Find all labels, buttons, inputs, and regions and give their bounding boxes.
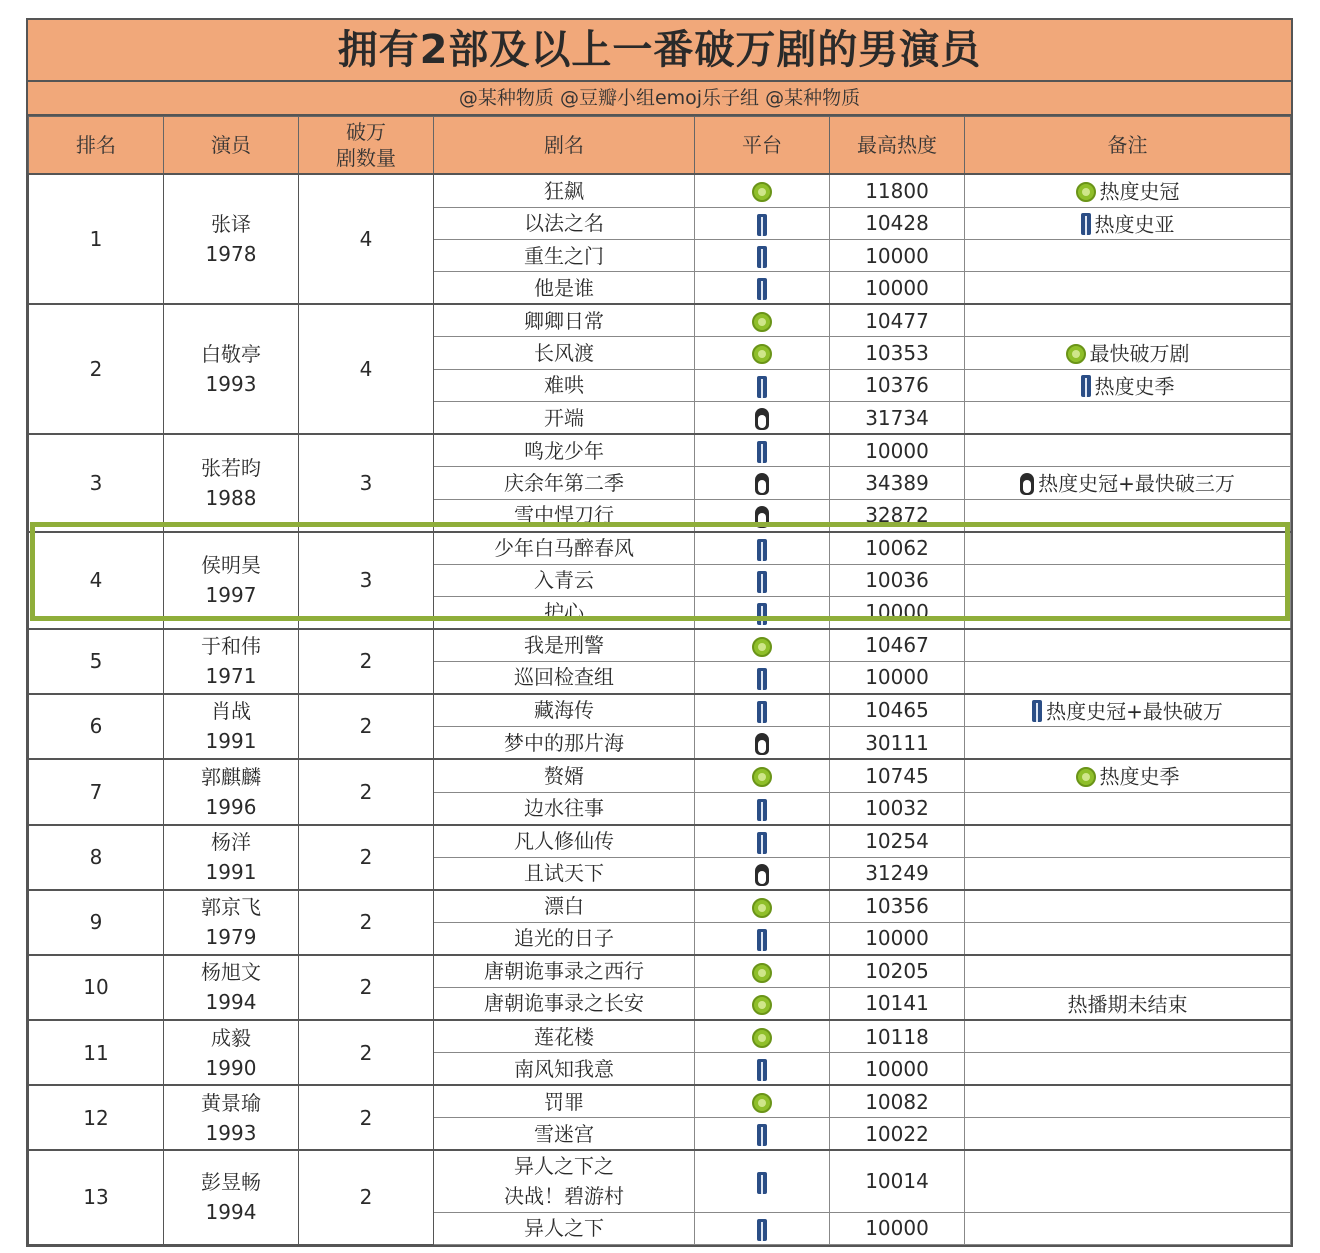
header-peak: 最高热度 — [830, 117, 965, 175]
drama-title-cell: 唐朝诡事录之长安 — [434, 987, 695, 1020]
youku-icon — [757, 246, 767, 268]
drama-title-cell: 入青云 — [434, 564, 695, 596]
rank-cell: 2 — [29, 304, 164, 434]
platform-cell — [695, 369, 830, 402]
peak-heat-cell: 10036 — [830, 564, 965, 596]
hit-count-cell: 2 — [299, 955, 434, 1021]
youku-icon — [757, 571, 767, 593]
actor-name: 郭麒麟 — [201, 764, 261, 789]
platform-cell — [695, 661, 830, 694]
peak-heat-cell: 10477 — [830, 304, 965, 337]
youku-icon — [757, 701, 767, 723]
actor-name: 肖战 — [211, 699, 251, 724]
peak-heat-cell: 10428 — [830, 207, 965, 240]
sheet-title: 拥有2部及以上一番破万剧的男演员 — [28, 20, 1291, 82]
note-cell — [965, 1150, 1291, 1212]
drama-title-cell: 异人之下 — [434, 1212, 695, 1244]
hit-count-cell: 2 — [299, 694, 434, 760]
peak-heat-cell: 10465 — [830, 694, 965, 727]
youku-icon — [757, 1124, 767, 1146]
peak-heat-cell: 30111 — [830, 727, 965, 760]
youku-icon — [1032, 700, 1042, 722]
drama-title-cell: 追光的日子 — [434, 922, 695, 955]
mango-tv-icon — [752, 344, 772, 364]
table-row — [29, 629, 1291, 662]
note-cell — [965, 694, 1291, 727]
note-cell — [965, 857, 1291, 890]
note-text: 热度史冠+最快破万 — [1046, 699, 1223, 723]
actor-cell — [164, 759, 299, 825]
actor-name: 白敬亭 — [201, 342, 261, 366]
rank-cell: 4 — [29, 532, 164, 629]
table-row — [29, 174, 1291, 207]
platform-cell — [695, 596, 830, 629]
note-text: 热度史亚 — [1094, 212, 1175, 236]
actor-group — [29, 629, 1291, 694]
actor-cell — [164, 629, 299, 694]
rank-cell: 8 — [29, 825, 164, 890]
mango-tv-icon — [752, 637, 772, 657]
peak-heat-cell: 10000 — [830, 272, 965, 305]
note-cell — [965, 661, 1291, 694]
actor-name: 郭京飞 — [201, 895, 261, 919]
youku-icon — [757, 832, 767, 854]
actor-birth-year: 1996 — [205, 794, 257, 819]
youku-icon — [757, 929, 767, 951]
drama-title-cell: 赘婿 — [434, 759, 695, 792]
table-row — [29, 304, 1291, 337]
youku-icon — [757, 1219, 767, 1241]
drama-title-cell: 藏海传 — [434, 694, 695, 727]
drama-title-cell: 开端 — [434, 402, 695, 435]
youku-icon — [757, 539, 767, 561]
actor-birth-year: 1979 — [205, 925, 257, 949]
hit-count-cell: 2 — [299, 890, 434, 955]
rank-cell: 11 — [29, 1020, 164, 1085]
note-cell — [965, 759, 1291, 792]
platform-cell — [695, 825, 830, 858]
actor-name: 张若昀 — [201, 455, 261, 480]
actor-cell — [164, 304, 299, 434]
platform-cell — [695, 1150, 830, 1212]
hit-count-cell: 2 — [299, 1020, 434, 1085]
mango-tv-icon — [1076, 182, 1096, 202]
header-count-line1: 破万 — [346, 120, 386, 144]
platform-cell — [695, 1212, 830, 1244]
actor-name: 成毅 — [211, 1025, 251, 1050]
youku-icon — [757, 1059, 767, 1081]
peak-heat-cell: 31249 — [830, 857, 965, 890]
header-drama: 剧名 — [434, 117, 695, 175]
tencent-video-icon — [1020, 473, 1034, 495]
note-text: 热播期未结束 — [1067, 992, 1188, 1016]
drama-title-cell: 唐朝诡事录之西行 — [434, 955, 695, 988]
platform-cell — [695, 304, 830, 337]
drama-title-cell: 庆余年第二季 — [434, 467, 695, 500]
platform-cell — [695, 467, 830, 500]
platform-cell — [695, 402, 830, 435]
youku-icon — [1081, 375, 1091, 397]
note-cell — [965, 369, 1291, 402]
actor-name: 侯明昊 — [201, 553, 261, 577]
actor-cell — [164, 434, 299, 532]
rank-cell: 1 — [29, 174, 164, 304]
actor-cell — [164, 1085, 299, 1150]
youku-icon — [757, 376, 767, 398]
platform-cell — [695, 174, 830, 207]
drama-title-cell: 护心 — [434, 596, 695, 629]
tencent-video-icon — [755, 506, 769, 528]
note-cell — [965, 922, 1291, 955]
tencent-video-icon — [755, 864, 769, 886]
actor-cell — [164, 955, 299, 1021]
table-row — [29, 1085, 1291, 1118]
note-cell — [965, 1053, 1291, 1086]
peak-heat-cell: 10022 — [830, 1118, 965, 1151]
actor-birth-year: 1991 — [205, 729, 257, 754]
note-cell — [965, 987, 1291, 1020]
drama-title-cell: 少年白马醉春风 — [434, 532, 695, 565]
drama-title-cell: 我是刑警 — [434, 629, 695, 662]
drama-title-cell: 凡人修仙传 — [434, 825, 695, 858]
note-cell — [965, 1085, 1291, 1118]
peak-heat-cell: 10141 — [830, 987, 965, 1020]
actor-group — [29, 434, 1291, 532]
ranking-sheet — [26, 18, 1293, 1247]
platform-cell — [695, 922, 830, 955]
peak-heat-cell: 10254 — [830, 825, 965, 858]
table-row — [29, 1020, 1291, 1053]
youku-icon — [757, 1172, 767, 1194]
hit-count-cell: 2 — [299, 629, 434, 694]
drama-title-cell: 且试天下 — [434, 857, 695, 890]
actor-name: 于和伟 — [201, 634, 261, 658]
actor-birth-year: 1988 — [205, 485, 257, 510]
peak-heat-cell: 10014 — [830, 1150, 965, 1212]
drama-title-cell: 重生之门 — [434, 240, 695, 272]
platform-cell — [695, 759, 830, 792]
rank-cell: 9 — [29, 890, 164, 955]
rank-cell: 3 — [29, 434, 164, 532]
note-cell — [965, 240, 1291, 272]
tencent-video-icon — [755, 733, 769, 755]
platform-cell — [695, 694, 830, 727]
peak-heat-cell: 10356 — [830, 890, 965, 923]
actor-name: 黄景瑜 — [201, 1090, 261, 1115]
actor-group — [29, 955, 1291, 1021]
hit-count-cell: 2 — [299, 825, 434, 890]
platform-cell — [695, 955, 830, 988]
platform-cell — [695, 1020, 830, 1053]
peak-heat-cell: 10376 — [830, 369, 965, 402]
drama-title-cell: 边水往事 — [434, 792, 695, 825]
drama-title-cell: 难哄 — [434, 369, 695, 402]
header-platform: 平台 — [695, 117, 830, 175]
peak-heat-cell: 10745 — [830, 759, 965, 792]
platform-cell — [695, 207, 830, 240]
note-cell — [965, 174, 1291, 207]
actor-group — [29, 174, 1291, 304]
note-cell — [965, 1118, 1291, 1151]
actor-cell — [164, 890, 299, 955]
header-note: 备注 — [965, 117, 1291, 175]
mango-tv-icon — [752, 1093, 772, 1113]
actor-name: 杨洋 — [211, 830, 251, 854]
drama-title-cell: 南风知我意 — [434, 1053, 695, 1086]
header-actor: 演员 — [164, 117, 299, 175]
drama-title-line2: 决战！碧游村 — [504, 1184, 624, 1209]
platform-cell — [695, 792, 830, 825]
drama-title-cell: 以法之名 — [434, 207, 695, 240]
actor-cell — [164, 825, 299, 890]
actor-group — [29, 694, 1291, 760]
actor-birth-year: 1997 — [205, 583, 257, 607]
actor-cell — [164, 174, 299, 304]
peak-heat-cell: 10000 — [830, 596, 965, 629]
actor-name: 杨旭文 — [201, 960, 261, 985]
hit-count-cell: 4 — [299, 304, 434, 434]
youku-icon — [757, 214, 767, 236]
tencent-video-icon — [755, 473, 769, 495]
peak-heat-cell: 34389 — [830, 467, 965, 500]
peak-heat-cell: 10000 — [830, 1053, 965, 1086]
actor-birth-year: 1993 — [205, 372, 257, 396]
platform-cell — [695, 629, 830, 662]
youku-icon — [757, 668, 767, 690]
actor-cell — [164, 1020, 299, 1085]
note-text: 热度史冠 — [1099, 179, 1180, 204]
actor-birth-year: 1978 — [205, 242, 257, 266]
youku-icon — [757, 603, 767, 625]
actor-group — [29, 1085, 1291, 1150]
actor-name: 张译 — [211, 212, 251, 236]
note-cell — [965, 727, 1291, 760]
hit-count-cell: 3 — [299, 434, 434, 532]
drama-title-cell: 巡回检查组 — [434, 661, 695, 694]
actor-cell — [164, 532, 299, 629]
platform-cell — [695, 1053, 830, 1086]
actor-cell — [164, 1150, 299, 1244]
hit-count-cell: 2 — [299, 1150, 434, 1244]
platform-cell — [695, 564, 830, 596]
platform-cell — [695, 272, 830, 305]
platform-cell — [695, 434, 830, 467]
drama-title-cell: 罚罪 — [434, 1085, 695, 1118]
platform-cell — [695, 337, 830, 370]
drama-title-cell: 漂白 — [434, 890, 695, 923]
peak-heat-cell: 10032 — [830, 792, 965, 825]
platform-cell — [695, 890, 830, 923]
mango-tv-icon — [752, 898, 772, 918]
drama-title-cell: 长风渡 — [434, 337, 695, 370]
actor-group — [29, 532, 1291, 629]
tencent-video-icon — [755, 408, 769, 430]
platform-cell — [695, 857, 830, 890]
hit-count-cell: 3 — [299, 532, 434, 629]
table-header — [29, 117, 1291, 175]
note-text: 热度史季 — [1094, 374, 1175, 398]
rank-cell: 6 — [29, 694, 164, 760]
note-text: 最快破万剧 — [1089, 341, 1190, 366]
note-cell — [965, 1212, 1291, 1244]
table-row — [29, 890, 1291, 923]
actor-birth-year: 1994 — [205, 990, 257, 1015]
table-row — [29, 955, 1291, 988]
peak-heat-cell: 11800 — [830, 174, 965, 207]
peak-heat-cell: 32872 — [830, 499, 965, 532]
actor-group — [29, 1020, 1291, 1085]
hit-count-cell: 2 — [299, 759, 434, 825]
actor-birth-year: 1994 — [205, 1200, 257, 1225]
note-cell — [965, 499, 1291, 532]
note-cell — [965, 1020, 1291, 1053]
actor-name: 彭昱畅 — [201, 1170, 261, 1195]
drama-title-cell: 卿卿日常 — [434, 304, 695, 337]
platform-cell — [695, 532, 830, 565]
note-cell — [965, 272, 1291, 305]
drama-title-cell: 梦中的那片海 — [434, 727, 695, 760]
note-cell — [965, 596, 1291, 629]
actor-group — [29, 890, 1291, 955]
note-cell — [965, 890, 1291, 923]
actor-birth-year: 1991 — [205, 860, 257, 884]
credit-line: @某种物质 @豆瓣小组emoj乐子组 @某种物质 — [28, 82, 1291, 116]
note-cell — [965, 402, 1291, 435]
rank-cell: 10 — [29, 955, 164, 1021]
rank-cell: 13 — [29, 1150, 164, 1244]
rank-cell: 5 — [29, 629, 164, 694]
peak-heat-cell: 10000 — [830, 1212, 965, 1244]
platform-cell — [695, 987, 830, 1020]
note-cell — [965, 564, 1291, 596]
note-cell — [965, 337, 1291, 370]
note-cell — [965, 955, 1291, 988]
actor-group — [29, 1150, 1291, 1244]
note-text: 热度史冠+最快破三万 — [1038, 471, 1235, 496]
peak-heat-cell: 10082 — [830, 1085, 965, 1118]
peak-heat-cell: 10000 — [830, 922, 965, 955]
table-row — [29, 759, 1291, 792]
mango-tv-icon — [752, 995, 772, 1015]
peak-heat-cell: 10467 — [830, 629, 965, 662]
platform-cell — [695, 240, 830, 272]
table-row — [29, 532, 1291, 565]
note-cell — [965, 825, 1291, 858]
header-count — [299, 117, 434, 175]
actor-birth-year: 1993 — [205, 1120, 257, 1145]
rank-cell: 7 — [29, 759, 164, 825]
platform-cell — [695, 499, 830, 532]
note-cell — [965, 207, 1291, 240]
note-cell — [965, 304, 1291, 337]
note-cell — [965, 467, 1291, 500]
mango-tv-icon — [1076, 767, 1096, 787]
table-row — [29, 1150, 1291, 1212]
mango-tv-icon — [752, 963, 772, 983]
peak-heat-cell: 10118 — [830, 1020, 965, 1053]
platform-cell — [695, 727, 830, 760]
peak-heat-cell: 10062 — [830, 532, 965, 565]
youku-icon — [1081, 213, 1091, 235]
mango-tv-icon — [752, 182, 772, 202]
actor-group — [29, 759, 1291, 825]
note-cell — [965, 434, 1291, 467]
rank-cell: 12 — [29, 1085, 164, 1150]
drama-title-cell: 鸣龙少年 — [434, 434, 695, 467]
actor-birth-year: 1971 — [205, 664, 257, 688]
peak-heat-cell: 31734 — [830, 402, 965, 435]
hit-count-cell: 2 — [299, 1085, 434, 1150]
youku-icon — [757, 278, 767, 300]
note-cell — [965, 792, 1291, 825]
platform-cell — [695, 1085, 830, 1118]
peak-heat-cell: 10353 — [830, 337, 965, 370]
drama-title-cell: 狂飙 — [434, 174, 695, 207]
mango-tv-icon — [1066, 344, 1086, 364]
peak-heat-cell: 10000 — [830, 240, 965, 272]
drama-title-line1: 异人之下之 — [514, 1154, 614, 1179]
note-cell — [965, 629, 1291, 662]
note-cell — [965, 532, 1291, 565]
mango-tv-icon — [752, 1028, 772, 1048]
table-row — [29, 694, 1291, 727]
peak-heat-cell: 10000 — [830, 434, 965, 467]
table-row — [29, 434, 1291, 467]
hit-count-cell: 4 — [299, 174, 434, 304]
actor-birth-year: 1990 — [205, 1055, 257, 1080]
mango-tv-icon — [752, 767, 772, 787]
actor-group — [29, 304, 1291, 434]
drama-title-cell: 雪中悍刀行 — [434, 499, 695, 532]
ranking-table — [28, 116, 1291, 1245]
header-rank: 排名 — [29, 117, 164, 175]
actor-group — [29, 825, 1291, 890]
peak-heat-cell: 10205 — [830, 955, 965, 988]
youku-icon — [757, 441, 767, 463]
platform-cell — [695, 1118, 830, 1151]
note-text: 热度史季 — [1099, 764, 1180, 789]
drama-title-cell — [434, 1150, 695, 1212]
drama-title-cell: 雪迷宫 — [434, 1118, 695, 1151]
mango-tv-icon — [752, 312, 772, 332]
actor-cell — [164, 694, 299, 760]
drama-title-cell: 他是谁 — [434, 272, 695, 305]
youku-icon — [757, 799, 767, 821]
header-count-line2: 剧数量 — [336, 146, 396, 170]
table-row — [29, 825, 1291, 858]
peak-heat-cell: 10000 — [830, 661, 965, 694]
drama-title-cell: 莲花楼 — [434, 1020, 695, 1053]
